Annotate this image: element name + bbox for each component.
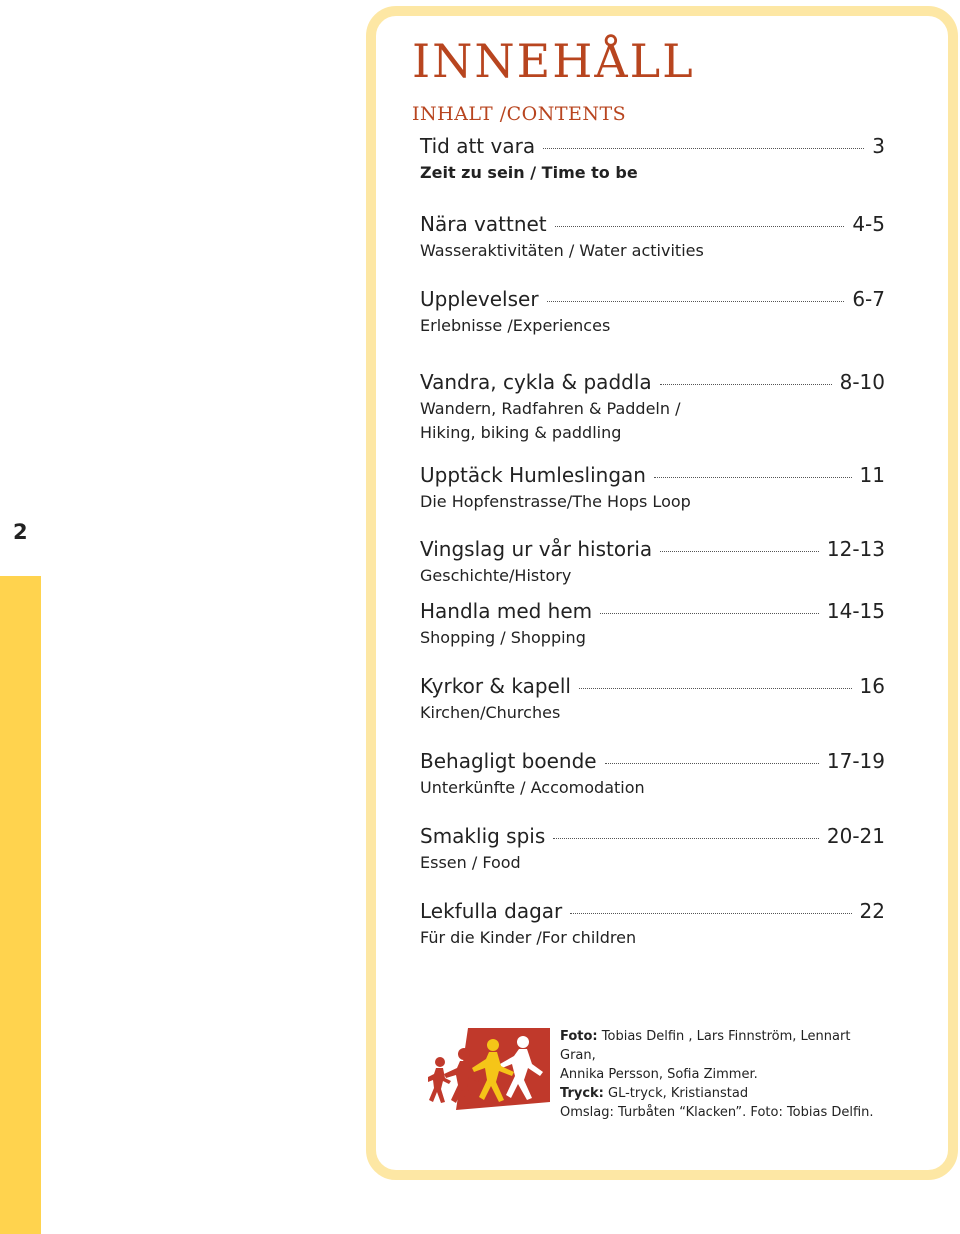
toc-entry-subtitle: Erlebnisse /Experiences <box>420 316 611 335</box>
tryck-label: Tryck: <box>560 1086 604 1101</box>
toc-entry-title: Vandra, cykla & paddla <box>420 370 652 394</box>
toc-entry-title: Kyrkor & kapell <box>420 674 571 698</box>
toc-entry-title: Upptäck Humleslingan <box>420 463 646 487</box>
toc-entry[interactable] <box>420 370 885 445</box>
toc-entry[interactable] <box>420 463 885 514</box>
toc-entry[interactable] <box>420 134 885 185</box>
dot-leader <box>543 147 864 149</box>
toc-entry-pages: 14-15 <box>826 599 885 623</box>
toc-entry-subtitle-line2: Hiking, biking & paddling <box>420 423 622 442</box>
dot-leader <box>660 383 832 385</box>
foto-credit: Tobias Delfin , Lars Finnström, Lennart Gran, <box>560 1029 851 1063</box>
toc-entry[interactable] <box>420 287 885 338</box>
toc-entry-subtitle: Essen / Food <box>420 853 521 872</box>
side-color-bar <box>0 576 41 1234</box>
toc-entry-subtitle: Die Hopfenstrasse/The Hops Loop <box>420 492 691 511</box>
toc-entry-subtitle: Für die Kinder /For children <box>420 928 637 947</box>
toc-entry-subtitle: Kirchen/Churches <box>420 703 561 722</box>
toc-entry-pages: 22 <box>859 899 885 923</box>
toc-entry[interactable] <box>420 599 885 650</box>
toc-entry-subtitle: Wasseraktivitäten / Water activities <box>420 241 704 260</box>
toc-entry-pages: 3 <box>872 134 885 158</box>
toc-entry-subtitle: Geschichte/History <box>420 566 572 585</box>
toc-entry-title: Nära vattnet <box>420 212 547 236</box>
tryck-credit: GL-tryck, Kristianstad <box>603 1086 749 1101</box>
toc-entry-subtitle: Wandern, Radfahren & Paddeln / <box>420 399 681 418</box>
toc-entry-pages: 6-7 <box>852 287 885 311</box>
toc-entry[interactable] <box>420 674 885 725</box>
cover-credit: Omslag: Turbåten “Klacken”. Foto: Tobias Delfin. <box>560 1105 874 1120</box>
dot-leader <box>547 300 845 302</box>
toc-entry[interactable] <box>420 749 885 800</box>
credits-block <box>560 1027 890 1122</box>
dot-leader <box>579 687 852 689</box>
foto-credit-line2: Annika Persson, Sofia Zimmer. <box>560 1067 758 1082</box>
toc-entry-pages: 12-13 <box>826 537 885 561</box>
people-chain-logo <box>428 1028 550 1110</box>
dot-leader <box>654 476 852 478</box>
toc-entry[interactable] <box>420 212 885 263</box>
toc-entry-title: Tid att vara <box>420 134 536 158</box>
dot-leader <box>660 550 819 552</box>
toc-entry-pages: 20-21 <box>826 824 885 848</box>
toc-entry-title: Behagligt boende <box>420 749 597 773</box>
toc-entry-title: Lekfulla dagar <box>420 899 563 923</box>
toc-entry-pages: 11 <box>859 463 885 487</box>
toc-entry[interactable] <box>420 537 885 588</box>
toc-entry-title: Upplevelser <box>420 287 539 311</box>
toc-entry-pages: 4-5 <box>852 212 885 236</box>
toc-entry[interactable] <box>420 824 885 875</box>
dot-leader <box>555 225 845 227</box>
dot-leader <box>605 762 819 764</box>
page-title: INNEHÅLL <box>412 34 695 88</box>
toc-entry-subtitle: Shopping / Shopping <box>420 628 586 647</box>
toc-entry-title: Smaklig spis <box>420 824 546 848</box>
toc-entry-pages: 8-10 <box>839 370 885 394</box>
dot-leader <box>570 912 851 914</box>
toc-entry-subtitle: Unterkünfte / Accomodation <box>420 778 645 797</box>
toc-entry-subtitle: Zeit zu sein / Time to be <box>420 163 638 182</box>
page-number: 2 <box>13 520 28 544</box>
dot-leader <box>600 612 819 614</box>
toc-entry-pages: 17-19 <box>826 749 885 773</box>
toc-entry[interactable] <box>420 899 885 950</box>
toc-entry-pages: 16 <box>859 674 885 698</box>
page-subtitle: INHALT /CONTENTS <box>412 103 627 125</box>
foto-label: Foto: <box>560 1029 598 1044</box>
toc-entry-title: Vingslag ur vår historia <box>420 537 653 561</box>
dot-leader <box>553 837 819 839</box>
toc-entry-title: Handla med hem <box>420 599 593 623</box>
